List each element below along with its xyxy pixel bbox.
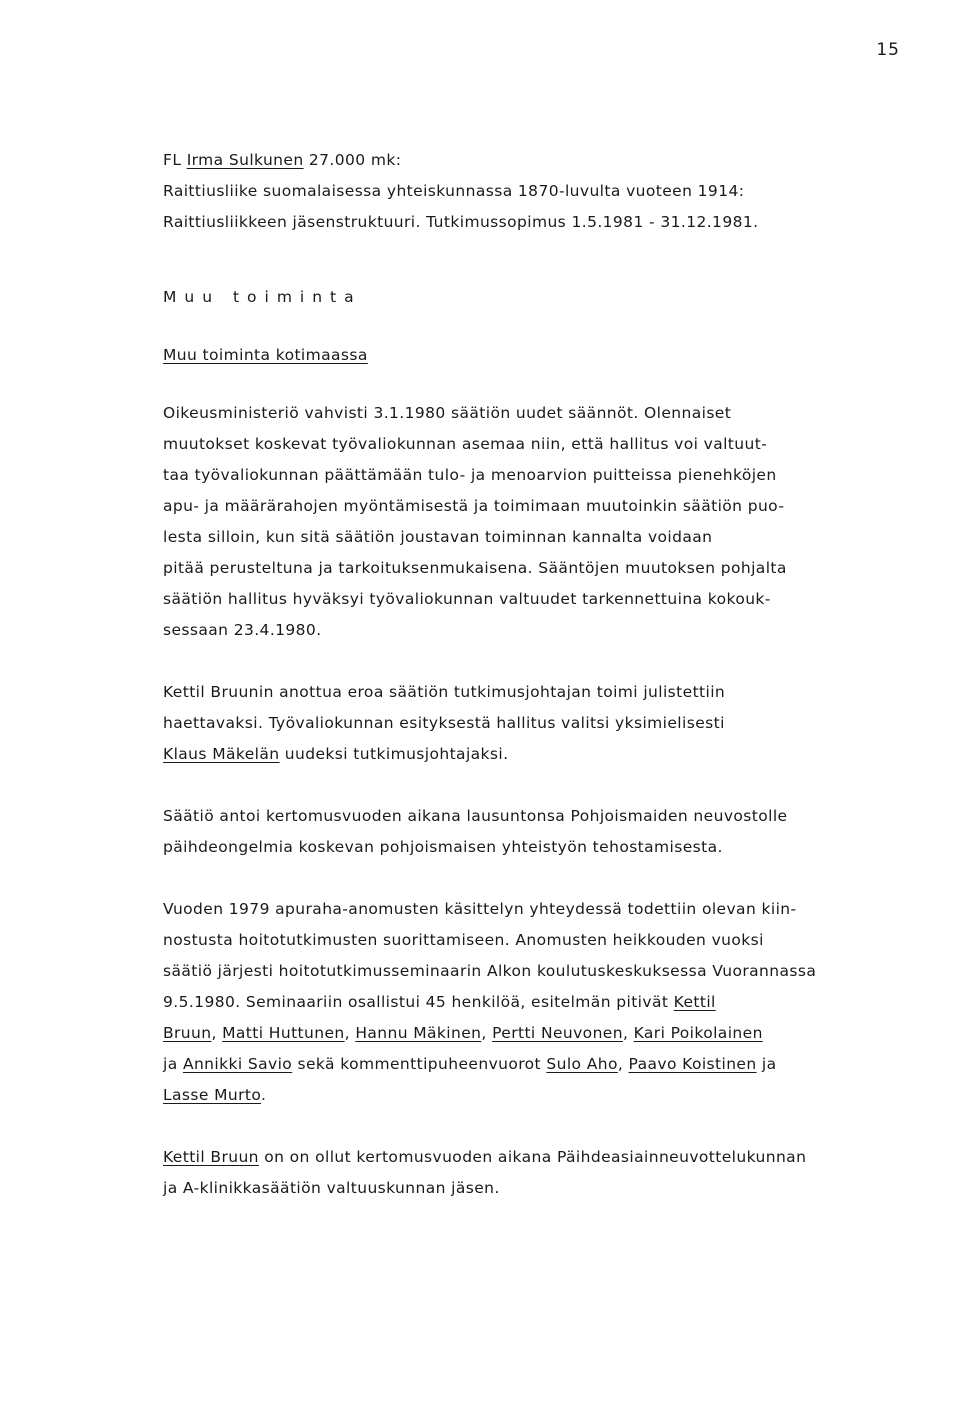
- paragraph-statement: [163, 801, 953, 863]
- person-name: Matti Huttunen: [222, 1024, 345, 1042]
- subsection-title-text: Muu toiminta kotimaassa: [163, 346, 368, 364]
- paragraph-line: Säätiö antoi kertomusvuoden aikana lausuntonsa Pohjoismaiden neuvostolle: [163, 807, 788, 825]
- person-name: Kettil Bruun: [163, 1148, 259, 1166]
- paragraph-line: Oikeusministeriö vahvisti 3.1.1980 säätiön uudet säännöt. Olennaiset: [163, 404, 732, 422]
- paragraph-line: [163, 1018, 953, 1049]
- separator: ,: [617, 1055, 629, 1073]
- grant-line-3: Raittiusliikkeen jäsenstruktuuri. Tutkimussopimus 1.5.1981 - 31.12.1981.: [163, 213, 759, 231]
- person-name: Annikki Savio: [182, 1055, 293, 1073]
- person-name: Pertti Neuvonen: [492, 1024, 623, 1042]
- separator: ,: [211, 1024, 223, 1042]
- document-body: [163, 145, 953, 1204]
- person-name: Kettil: [673, 993, 716, 1011]
- paragraph-line: [163, 1049, 953, 1080]
- paragraph-line: [163, 1080, 953, 1111]
- person-name: Sulo Aho: [546, 1055, 618, 1073]
- paragraph-line: muutokset koskevat työvaliokunnan asemaa niin, että hallitus voi valtuut-: [163, 435, 768, 453]
- grant-recipient-name: Irma Sulkunen: [186, 151, 304, 169]
- separator: ,: [344, 1024, 356, 1042]
- person-name: Klaus Mäkelän: [163, 745, 280, 763]
- grant-line-2: Raittiusliike suomalaisessa yhteiskunnassa 1870-luvulta vuoteen 1914:: [163, 182, 745, 200]
- person-name: Kari Poikolainen: [633, 1024, 763, 1042]
- paragraph-text: uudeksi tutkimusjohtajaksi.: [279, 745, 509, 763]
- paragraph-line: [163, 987, 953, 1018]
- paragraph-text: 9.5.1980. Seminaariin osallistui 45 henkilöä, esitelmän pitivät: [163, 993, 674, 1011]
- paragraph-line: lesta silloin, kun sitä säätiön joustavan toiminnan kannalta voidaan: [163, 528, 713, 546]
- paragraph-line: päihdeongelmia koskevan pohjoismaisen yhteistyön tehostamisesta.: [163, 838, 723, 856]
- paragraph-line: taa työvaliokunnan päättämään tulo- ja menoarvion puitteissa pienehköjen: [163, 466, 777, 484]
- paragraph-line: Vuoden 1979 apuraha-anomusten käsittelyn yhteydessä todettiin olevan kiin-: [163, 900, 797, 918]
- separator: ,: [622, 1024, 634, 1042]
- paragraph-line: nostusta hoitotutkimusten suorittamiseen. Anomusten heikkouden vuoksi: [163, 931, 764, 949]
- paragraph-text: ja: [756, 1055, 777, 1073]
- subsection-title: [163, 340, 953, 371]
- grant-block: [163, 145, 953, 238]
- paragraph-text: .: [261, 1086, 267, 1104]
- paragraph-text: on on ollut kertomusvuoden aikana Päihdeasiainneuvottelukunnan: [258, 1148, 807, 1166]
- person-name: Lasse Murto: [163, 1086, 262, 1104]
- paragraph-line: säätiön hallitus hyväksyi työvaliokunnan valtuudet tarkennettuina kokouk-: [163, 590, 771, 608]
- paragraph-text: ja: [163, 1055, 183, 1073]
- paragraph-line: säätiö järjesti hoitotutkimusseminaarin Alkon koulutuskeskuksessa Vuorannassa: [163, 962, 817, 980]
- paragraph-line: ja A-klinikkasäätiön valtuuskunnan jäsen.: [163, 1179, 500, 1197]
- grant-prefix: FL: [163, 151, 187, 169]
- grant-line-1: [163, 145, 953, 176]
- paragraph-research-director: [163, 677, 953, 770]
- paragraph-line: [163, 1142, 953, 1173]
- paragraph-line: sessaan 23.4.1980.: [163, 621, 322, 639]
- separator: ,: [481, 1024, 493, 1042]
- person-name: Bruun: [163, 1024, 212, 1042]
- paragraph-seminar: [163, 894, 953, 1111]
- paragraph-line: Kettil Bruunin anottua eroa säätiön tutkimusjohtajan toimi julistettiin: [163, 683, 726, 701]
- paragraph-line: haettavaksi. Työvaliokunnan esityksestä hallitus valitsi yksimielisesti: [163, 714, 725, 732]
- person-name: Hannu Mäkinen: [355, 1024, 482, 1042]
- paragraph-line: pitää perusteltuna ja tarkoituksenmukaisena. Sääntöjen muutoksen pohjalta: [163, 559, 787, 577]
- paragraph-membership: [163, 1142, 953, 1204]
- section-title: Muu toiminta: [163, 288, 362, 306]
- page-number: 15: [876, 40, 900, 60]
- person-name: Paavo Koistinen: [628, 1055, 757, 1073]
- paragraph-statutes: [163, 398, 953, 646]
- paragraph-text: sekä kommenttipuheenvuorot: [292, 1055, 547, 1073]
- paragraph-line: apu- ja määrärahojen myöntämisestä ja toimimaan muutoinkin säätiön puo-: [163, 497, 785, 515]
- paragraph-line: [163, 739, 953, 770]
- grant-amount: 27.000 mk:: [303, 151, 402, 169]
